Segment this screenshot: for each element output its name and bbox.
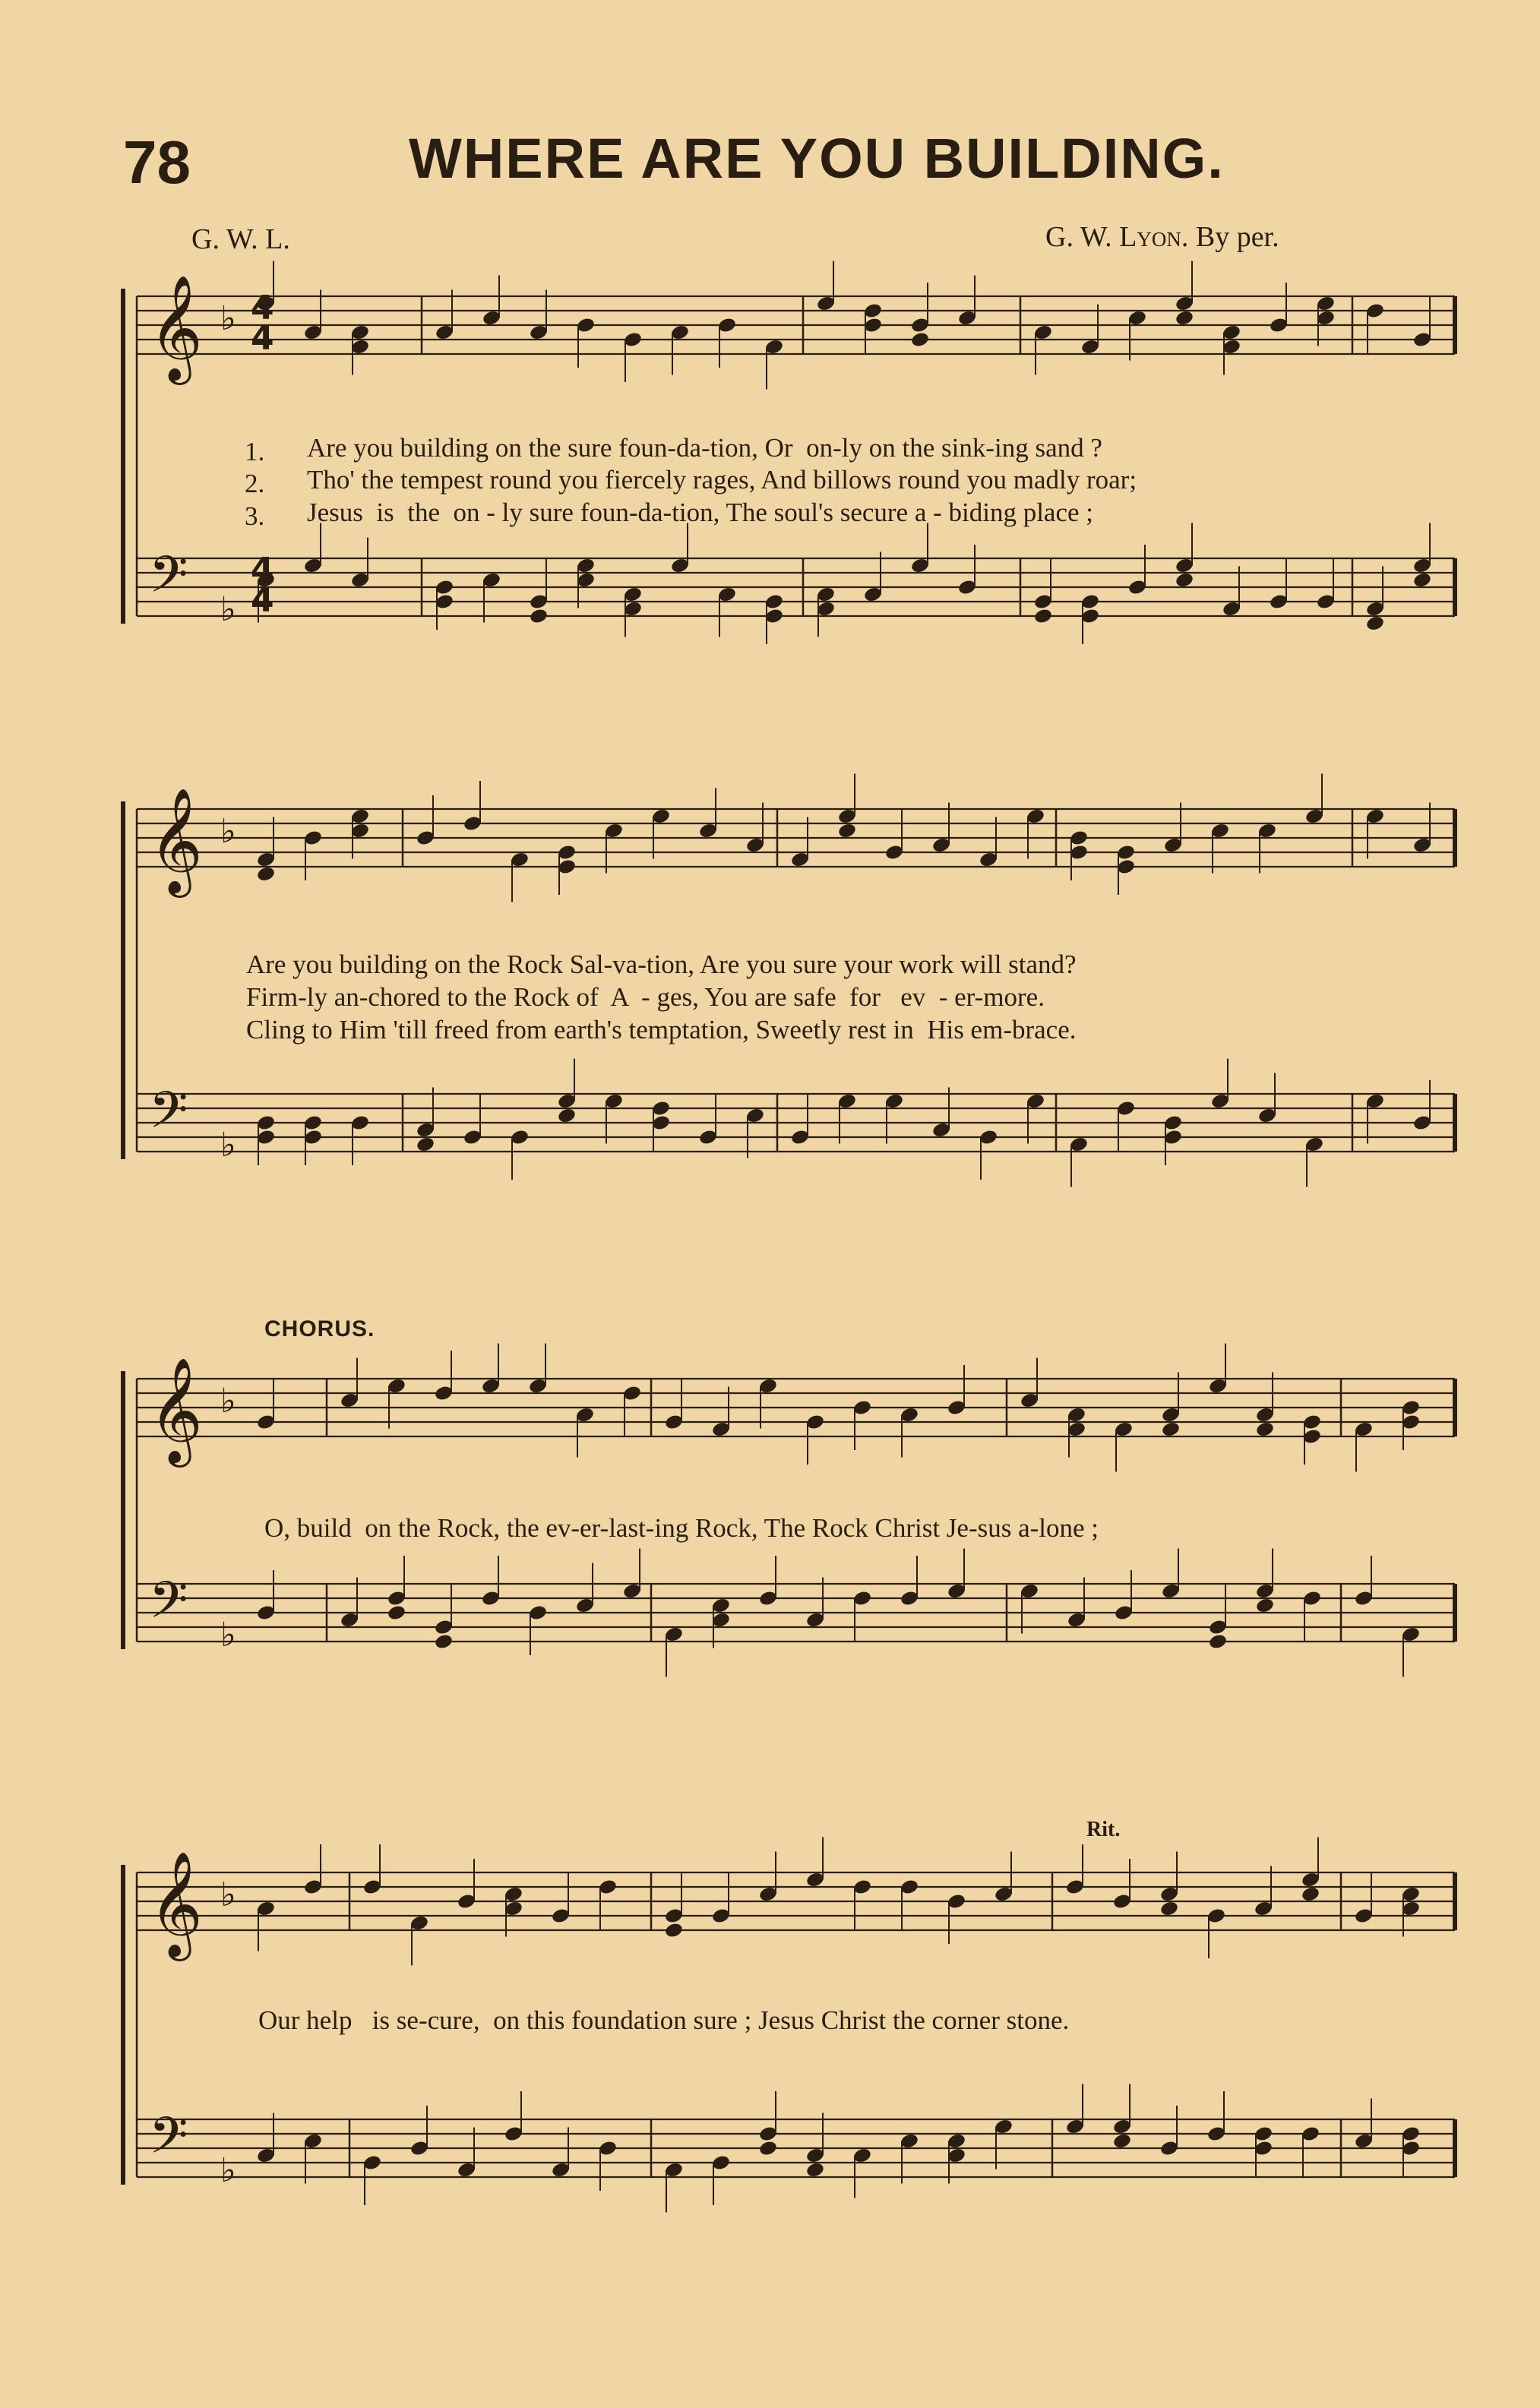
time-signature-treble: 4 — [251, 289, 274, 327]
system-2-treble-note — [256, 865, 276, 883]
system-4-key-flat-icon: ♭ — [220, 1876, 236, 1914]
composer-name: G. W. Lyon. — [1045, 221, 1189, 253]
chorus-lyric-2: Our help is se-cure, on this foundation sure ; Jesus Christ the corner stone. — [258, 2005, 1070, 2035]
system-3-bass-note — [434, 1633, 454, 1651]
system-4-treble-clef-icon: 𝄞 — [149, 1851, 203, 1957]
time-signature-bass: 4 — [251, 581, 274, 620]
verse-1-number: 1. — [245, 437, 265, 466]
system-4-key-flat-icon: ♭ — [220, 2151, 236, 2190]
verse-3-lyric: Jesus is the on - ly sure foun-da-tion, The soul's secure a - biding place ; — [307, 498, 1094, 527]
system-3-key-flat-icon: ♭ — [220, 1616, 236, 1654]
system-1-key-flat-icon: ♭ — [220, 590, 236, 629]
composer-note: By per. — [1195, 221, 1279, 253]
system-4-bass-clef-icon: 𝄢 — [149, 2106, 188, 2177]
system-1-bass-clef-icon: 𝄢 — [149, 545, 188, 616]
system-3-bass-note — [1255, 1597, 1275, 1614]
system-3-bass-note — [387, 1604, 406, 1622]
time-signature-bass: 4 — [251, 551, 274, 589]
system-2-treble-clef-icon: 𝄞 — [149, 788, 203, 893]
system-1-bass-note — [529, 608, 549, 625]
system-1-bass-note — [1412, 571, 1432, 589]
system-2-key-flat-icon: ♭ — [220, 812, 236, 851]
verse-3-number: 3. — [245, 501, 265, 531]
system-4-bass-note — [1112, 2132, 1132, 2150]
system-4-bass-note — [805, 2161, 825, 2179]
hymn-title: WHERE ARE YOU BUILDING. — [409, 127, 1225, 190]
ritardando-marking: Rit. — [1086, 1818, 1121, 1841]
system-1-treble-clef-icon: 𝄞 — [149, 275, 203, 381]
verse-2-number: 2. — [245, 469, 265, 498]
system-3-bass-note — [1208, 1633, 1228, 1651]
system-4-treble-note — [1301, 1885, 1320, 1903]
system-1-treble-note — [1175, 309, 1194, 327]
page-number: 78 — [123, 128, 191, 196]
system-3-treble-note — [1255, 1420, 1275, 1438]
system-2-treble-note — [837, 822, 857, 839]
system-2-key-flat-icon: ♭ — [220, 1126, 236, 1164]
chorus-label: CHORUS. — [264, 1316, 375, 1341]
verse-1-lyric: Are you building on the sure foun-da-tion, Or on-ly on the sink-ing sand ? — [307, 433, 1102, 463]
verse-2-lyric: Tho' the tempest round you fiercely rages, And billows round you madly roar; — [307, 465, 1137, 495]
system-4-bass-note — [758, 2140, 778, 2157]
chorus-lyric-1: O, build on the Rock, the ev-er-last-ing Rock, The Rock Christ Je-sus a-lone ; — [264, 1513, 1099, 1543]
system2-lyric-1: Are you building on the Rock Sal-va-tion, Are you sure your work will stand? — [246, 950, 1077, 979]
system-2-bass-note — [557, 1107, 577, 1124]
system-2-bass-note — [416, 1136, 435, 1153]
system-1-bass-note — [1033, 608, 1053, 625]
system2-lyric-2: Firm-ly an-chored to the Rock of A - ges, You are safe for ev - er-more. — [246, 982, 1045, 1012]
system-4-treble-note — [664, 1922, 684, 1939]
time-signature-treble: 4 — [251, 319, 274, 358]
system-3-bass-clef-icon: 𝄢 — [149, 1571, 188, 1642]
system-4-treble-note — [1159, 1900, 1179, 1917]
system-1-key-flat-icon: ♭ — [220, 299, 236, 338]
system-2-bass-clef-icon: 𝄢 — [149, 1081, 188, 1152]
lyricist-credit: G. W. L. — [191, 223, 290, 255]
system-1-treble-note — [910, 331, 930, 349]
system-3-treble-note — [1161, 1420, 1181, 1438]
system-3-treble-clef-icon: 𝄞 — [149, 1357, 203, 1463]
system2-lyric-3: Cling to Him 'till freed from earth's temptation, Sweetly rest in His em-brace. — [246, 1015, 1077, 1044]
system-1-bass-note — [1365, 615, 1385, 632]
system-1-bass-note — [1175, 571, 1194, 589]
system-3-key-flat-icon: ♭ — [220, 1382, 236, 1420]
